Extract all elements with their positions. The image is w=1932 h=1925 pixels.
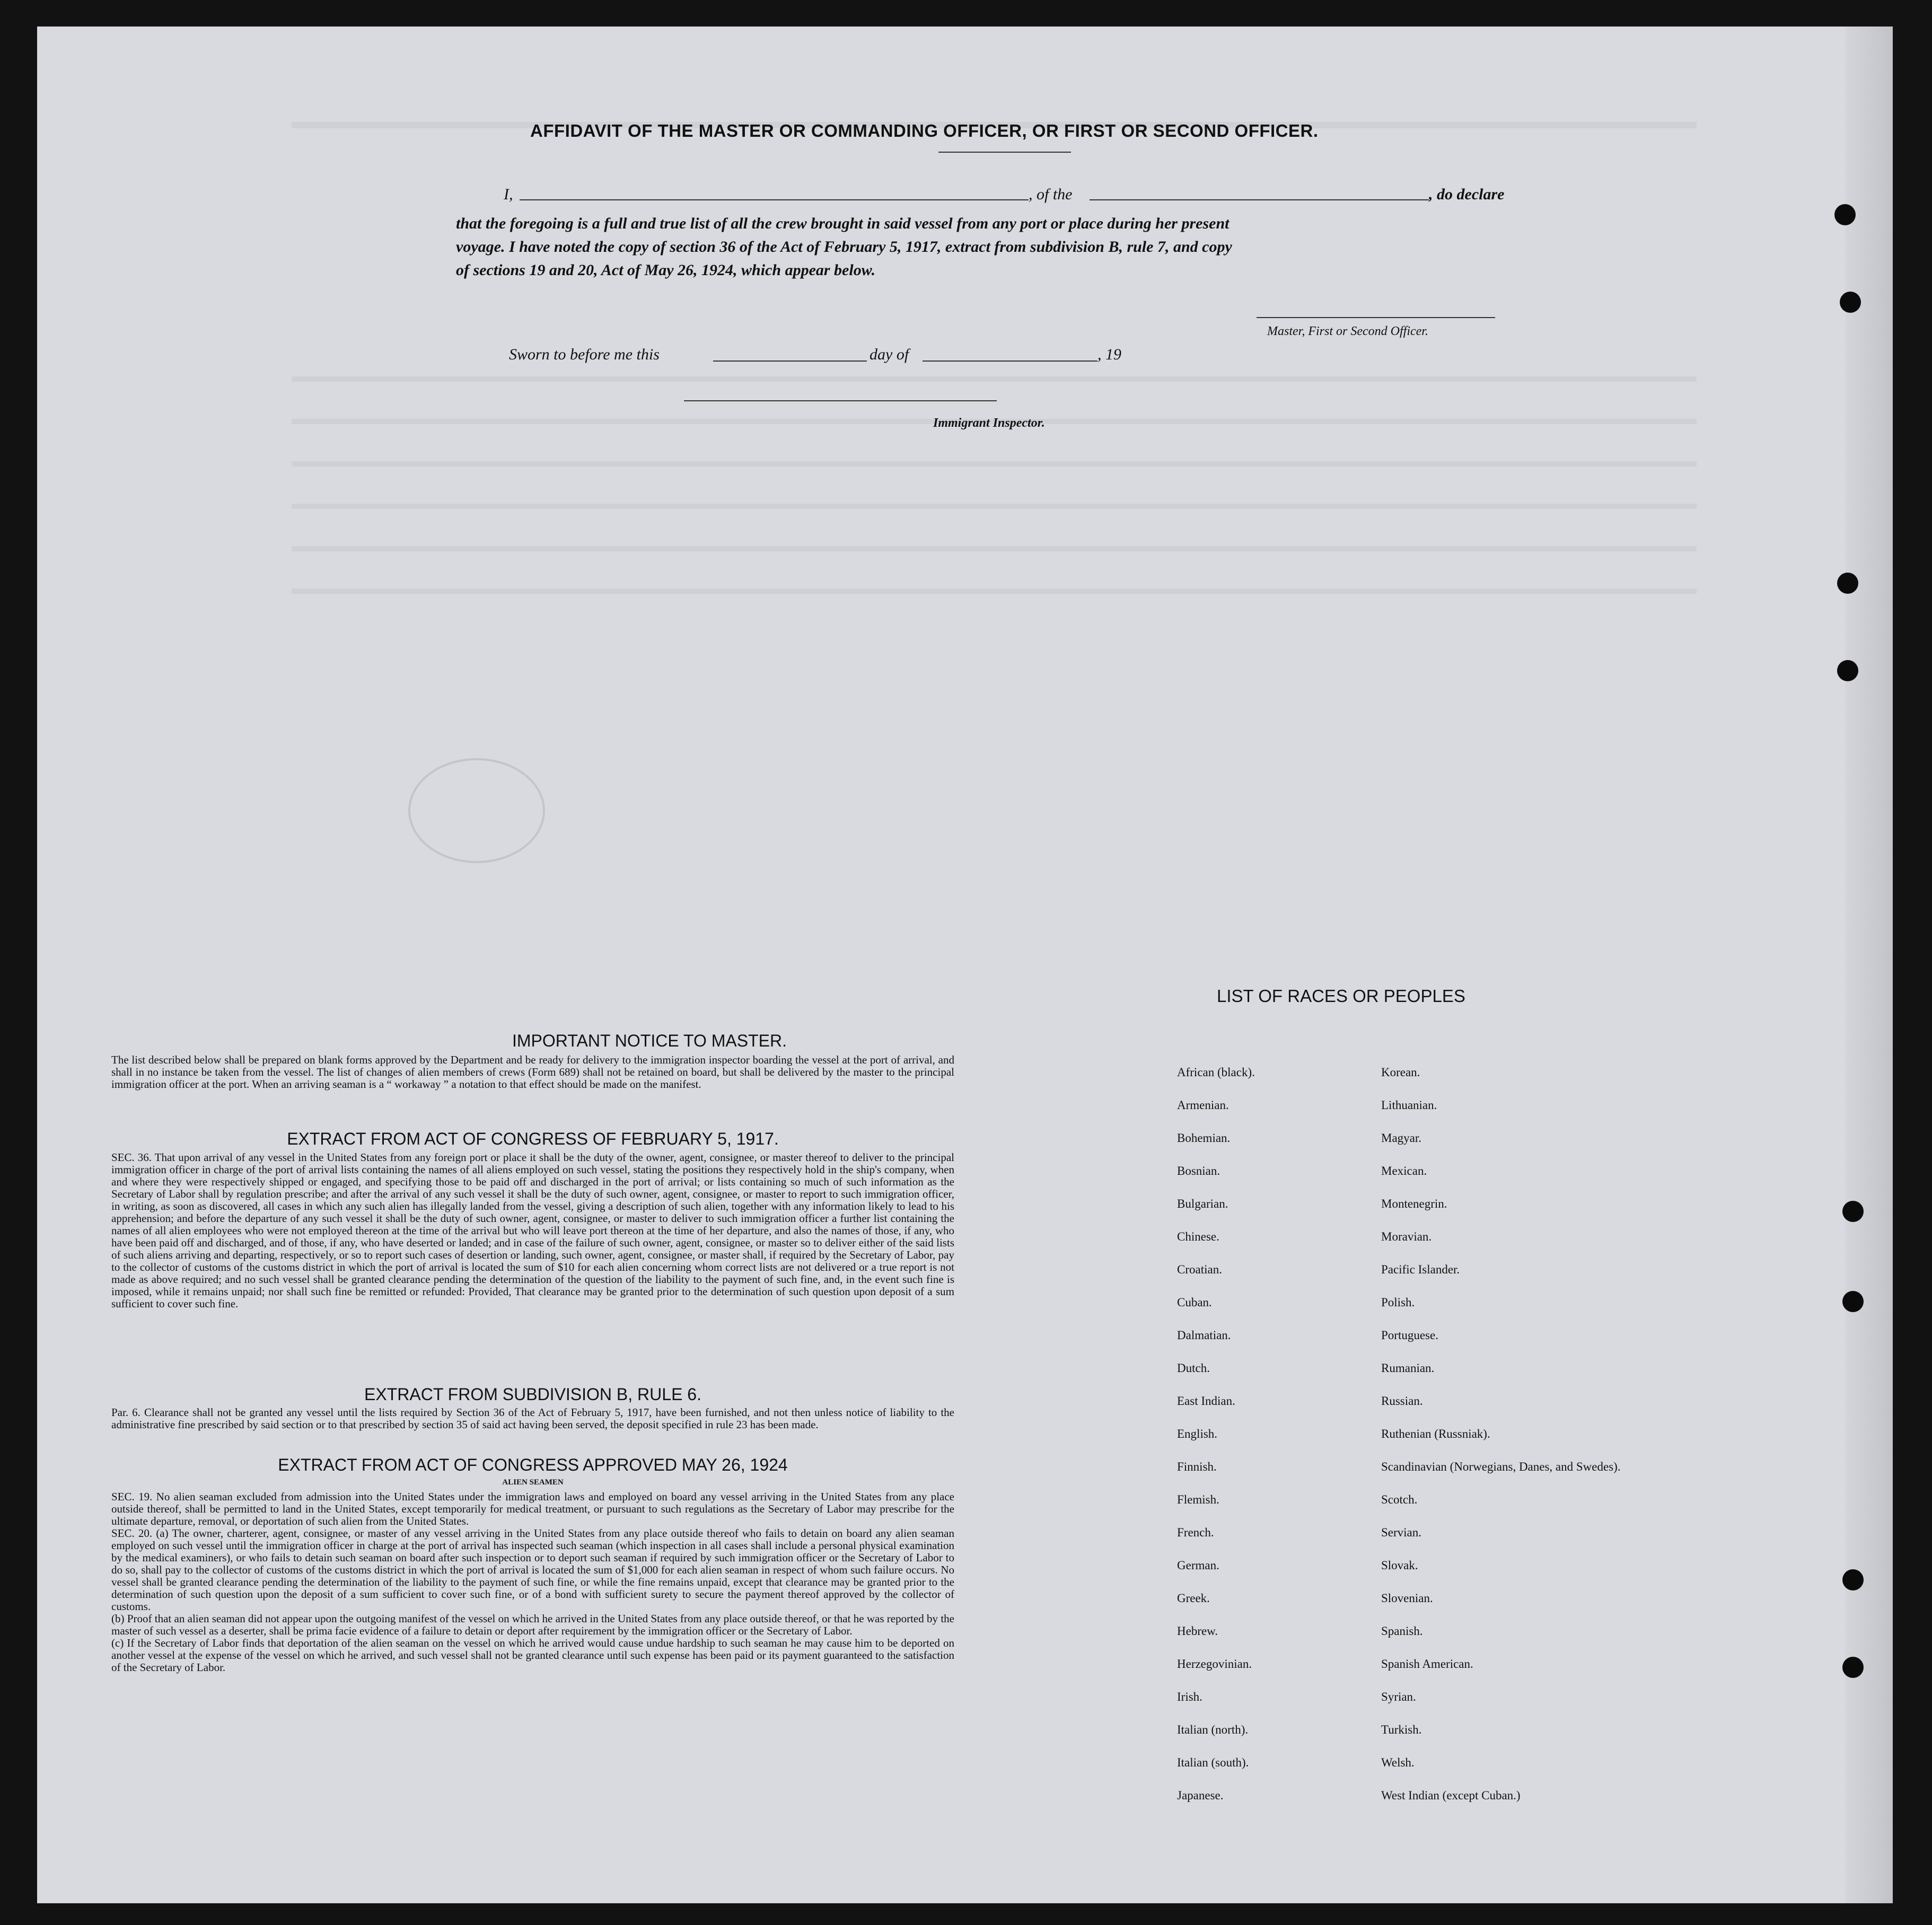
races-column-1 [1177,1066,1255,1822]
punch-hole [1840,292,1861,313]
race-item: Lithuanian. [1381,1098,1437,1112]
sworn-day-blank[interactable] [713,361,867,362]
faded-stamp [408,758,545,863]
statement-line-1: that the foregoing is a full and true list of all the crew brought in said vessel from any port or place during her present [456,215,1230,232]
punch-hole [1834,204,1856,225]
race-item: Rumanian. [1381,1361,1435,1375]
sworn-label: Sworn to before me this [509,346,660,363]
master-signature-label: Master, First or Second Officer. [1267,324,1428,338]
extract-rule6-body: Par. 6. Clearance shall not be granted any vessel until the lists required by Section 36 of the Act of February 5, 1917, have been furnished, and not then unless notice of liability to the administrative fine prescribed by said section or to that prescribed by section 35 of said act having been served, the deposit specified in rule 23 has been made. [111,1406,954,1431]
race-item: Spanish American. [1381,1657,1473,1671]
race-item: Bosnian. [1177,1164,1220,1177]
races-title: LIST OF RACES OR PEOPLES [1217,986,1465,1006]
extract-1917-body: SEC. 36. That upon arrival of any vessel in the United States from any foreign port or place it shall be the duty of the owner, agent, consignee, or master thereof to deliver to the principal immigration officer in charge of the port of arrival lists containing the names of all aliens employed on such vessel, stating the positions they respectively hold in the ship's company, when and where they were respectively shipped or engaged, and specifying those to be paid off and discharged in the port of arrival; or lists containing so much of such information as the Secretary of Labor shall by regulation prescribe; and after the arrival of any such vessel it shall be the duty of such owner, agent, consignee, or master to report to such immigration officer, in writing, as soon as discovered, all cases in which any such alien has illegally landed from the vessel, giving a description of such alien, together with any information likely to lead to his apprehension; and before the departure of any such vessel it shall be the duty of such owner, agent, consignee, or master to deliver to such immigration officer a further list containing the names of all alien employees who were not employed thereon at the time of the arrival but who will leave port thereon at the time of her departure, and also the names of those, if any, who have been paid off and discharged, and of those, if any, who have deserted or landed; and in case of the failure of such owner, agent, consignee, or master so to deliver either of the said lists of such aliens arriving and departing, respectively, or so to report such cases of desertion or landing, such owner, agent, consignee, or master shall, if required by the Secretary of Labor, pay to the collector of customs of the customs district in which the port of arrival is located the sum of $10 for each alien concerning whom correct lists are not delivered or a true report is not made as above required; and no such vessel shall be granted clearance pending the determination of the question of the liability to the payment of such fine, and, in the event such fine is imposed, while it remains unpaid; nor shall such fine be remitted or refunded: Provided, That clearance may be granted prior to the determination of such question upon deposit of a sum sufficient to cover such fine. [111,1151,954,1310]
race-item: Servian. [1381,1526,1422,1539]
race-item: Ruthenian (Russniak). [1381,1427,1490,1440]
race-item: Cuban. [1177,1296,1212,1309]
race-item: Dutch. [1177,1361,1210,1375]
affidavit-do-declare: , do declare [1429,186,1505,203]
affidavit-statement [456,212,1543,282]
extract-rule6-title: EXTRACT FROM SUBDIVISION B, RULE 6. [364,1385,701,1404]
race-item: Russian. [1381,1394,1423,1408]
extract-1917-title: EXTRACT FROM ACT OF CONGRESS OF FEBRUARY 5, 1917. [287,1129,779,1148]
race-item: Syrian. [1381,1690,1416,1703]
race-item: English. [1177,1427,1218,1440]
race-item: East Indian. [1177,1394,1235,1408]
punch-hole [1842,1657,1864,1678]
notice-body: The list described below shall be prepared on blank forms approved by the Department and be ready for delivery to the immigration inspector boarding the vessel at the port of arrival, and shall in no instance be taken from the vessel. The list of changes of alien members of crews (Form 689) shall not be retained on board, but shall be delivered by the master to the principal immigration officer at the port. When an arriving seaman is a “ workaway ” a notation to that effect should be made on the manifest. [111,1053,954,1091]
inspector-signature-blank[interactable] [684,400,997,401]
race-item: Korean. [1381,1066,1420,1079]
statement-line-3: of sections 19 and 20, Act of May 26, 1924, which appear below. [456,261,876,279]
race-item: Montenegrin. [1381,1197,1447,1210]
race-item: Slovenian. [1381,1592,1433,1605]
sworn-month-blank[interactable] [923,361,1097,362]
master-signature-blank[interactable] [1257,317,1495,318]
race-item: Slovak. [1381,1559,1418,1572]
punch-hole [1842,1201,1864,1222]
race-item: Italian (south). [1177,1756,1249,1769]
punch-hole [1837,573,1858,594]
race-item: Portuguese. [1381,1329,1438,1342]
race-item: Polish. [1381,1296,1415,1309]
year-label: , 19 [1097,346,1121,363]
race-item: Scotch. [1381,1493,1418,1506]
race-item: German. [1177,1559,1219,1572]
race-item: Flemish. [1177,1493,1219,1506]
race-item: Greek. [1177,1592,1210,1605]
races-column-2 [1381,1066,1621,1822]
form-sheet [37,27,1893,1903]
day-of-label: day of [870,346,909,363]
race-item: French. [1177,1526,1214,1539]
affidavit-title: AFFIDAVIT OF THE MASTER OR COMMANDING OFFICER, OR FIRST OR SECOND OFFICER. [530,121,1319,140]
race-item: Moravian. [1381,1230,1432,1243]
race-item: West Indian (except Cuban.) [1381,1789,1521,1802]
extract-1924-sections [111,1491,954,1674]
punch-hole [1837,660,1858,681]
race-item: Finnish. [1177,1460,1217,1473]
race-item: Armenian. [1177,1098,1229,1112]
race-item: Hebrew. [1177,1624,1218,1638]
race-item: Irish. [1177,1690,1202,1703]
name-blank[interactable] [520,199,1029,200]
statement-line-2: voyage. I have noted the copy of section 36 of the Act of February 5, 1917, extract from subdivision B, rule 7, and copy [456,238,1232,256]
notice-title: IMPORTANT NOTICE TO MASTER. [512,1031,787,1050]
affidavit-i-label: I, [504,186,513,203]
title-rule [938,152,1071,153]
punch-hole [1842,1569,1864,1590]
affidavit-of-the: , of the [1029,186,1073,203]
race-item: Bohemian. [1177,1131,1231,1145]
race-item: Chinese. [1177,1230,1219,1243]
race-item: Spanish. [1381,1624,1423,1638]
sec-20a: SEC. 20. (a) The owner, charterer, agent, consignee, or master of any vessel arriving in the United States from any place outside thereof who fails to detain on board any alien seaman employed on such vessel until the immigration officer in charge at the port of arrival has inspected such seaman (which inspection in all cases shall include a personal physical examination by the medical examiners), or who fails to detain such seaman on board after such inspection or to deport such seaman if required by such immigration officer or the Secretary of Labor to do so, shall pay to the collector of customs of the customs district in which the port of arrival is located the sum of $1,000 for each alien seaman in respect of whom such failure occurs. No vessel shall be granted clearance pending the determination of the liability to the payment of such fine, or while the fine remains unpaid, except that clearance may be granted prior to the determination of such question upon the deposit of a sum sufficient to cover such fine, or of a bond with sufficient surety to secure the payment thereof approved by the collector of customs. [111,1527,954,1613]
extract-1924-title: EXTRACT FROM ACT OF CONGRESS APPROVED MAY 26, 1924 [278,1455,788,1474]
inspector-label: Immigrant Inspector. [933,416,1045,430]
race-item: Magyar. [1381,1131,1422,1145]
race-item: Croatian. [1177,1263,1222,1276]
race-item: Welsh. [1381,1756,1415,1769]
race-item: Japanese. [1177,1789,1224,1802]
race-item: Herzegovinian. [1177,1657,1252,1671]
race-item: Mexican. [1381,1164,1427,1177]
vessel-blank[interactable] [1090,199,1429,200]
punch-hole [1842,1291,1864,1312]
race-item: Turkish. [1381,1723,1422,1736]
race-item: Pacific Islander. [1381,1263,1460,1276]
race-item: African (black). [1177,1066,1255,1079]
sec-19: SEC. 19. No alien seaman excluded from admission into the United States under the immigration laws and employed on board any vessel arriving in the United States from any place outside thereof, shall be permitted to land in the United States, except temporarily for medical treatment, or pursuant to such regulations as the Secretary of Labor may prescribe for the ultimate departure, removal, or deportation of such alien from the United States. [111,1490,954,1527]
extract-1924-subtitle: ALIEN SEAMEN [502,1478,564,1487]
sec-20c: (c) If the Secretary of Labor finds that deportation of the alien seaman on the vessel on which he arrived would cause undue hardship to such seaman he may cause him to be deported on another vessel at the expense of the vessel on which he arrived, and such vessel shall not be granted clearance until such expense has been paid or its payment guaranteed to the satisfaction of the Secretary of Labor. [111,1637,954,1674]
sec-20b: (b) Proof that an alien seaman did not appear upon the outgoing manifest of the vessel on which he arrived in the United States from any place outside thereof, or that he was reported by the master of such vessel as a deserter, shall be prima facie evidence of a failure to detain or deport after requirement by the immigration officer or the Secretary of Labor. [111,1612,954,1637]
race-item: Dalmatian. [1177,1329,1231,1342]
race-item: Italian (north). [1177,1723,1249,1736]
race-item: Scandinavian (Norwegians, Danes, and Swedes). [1381,1460,1621,1473]
race-item: Bulgarian. [1177,1197,1228,1210]
